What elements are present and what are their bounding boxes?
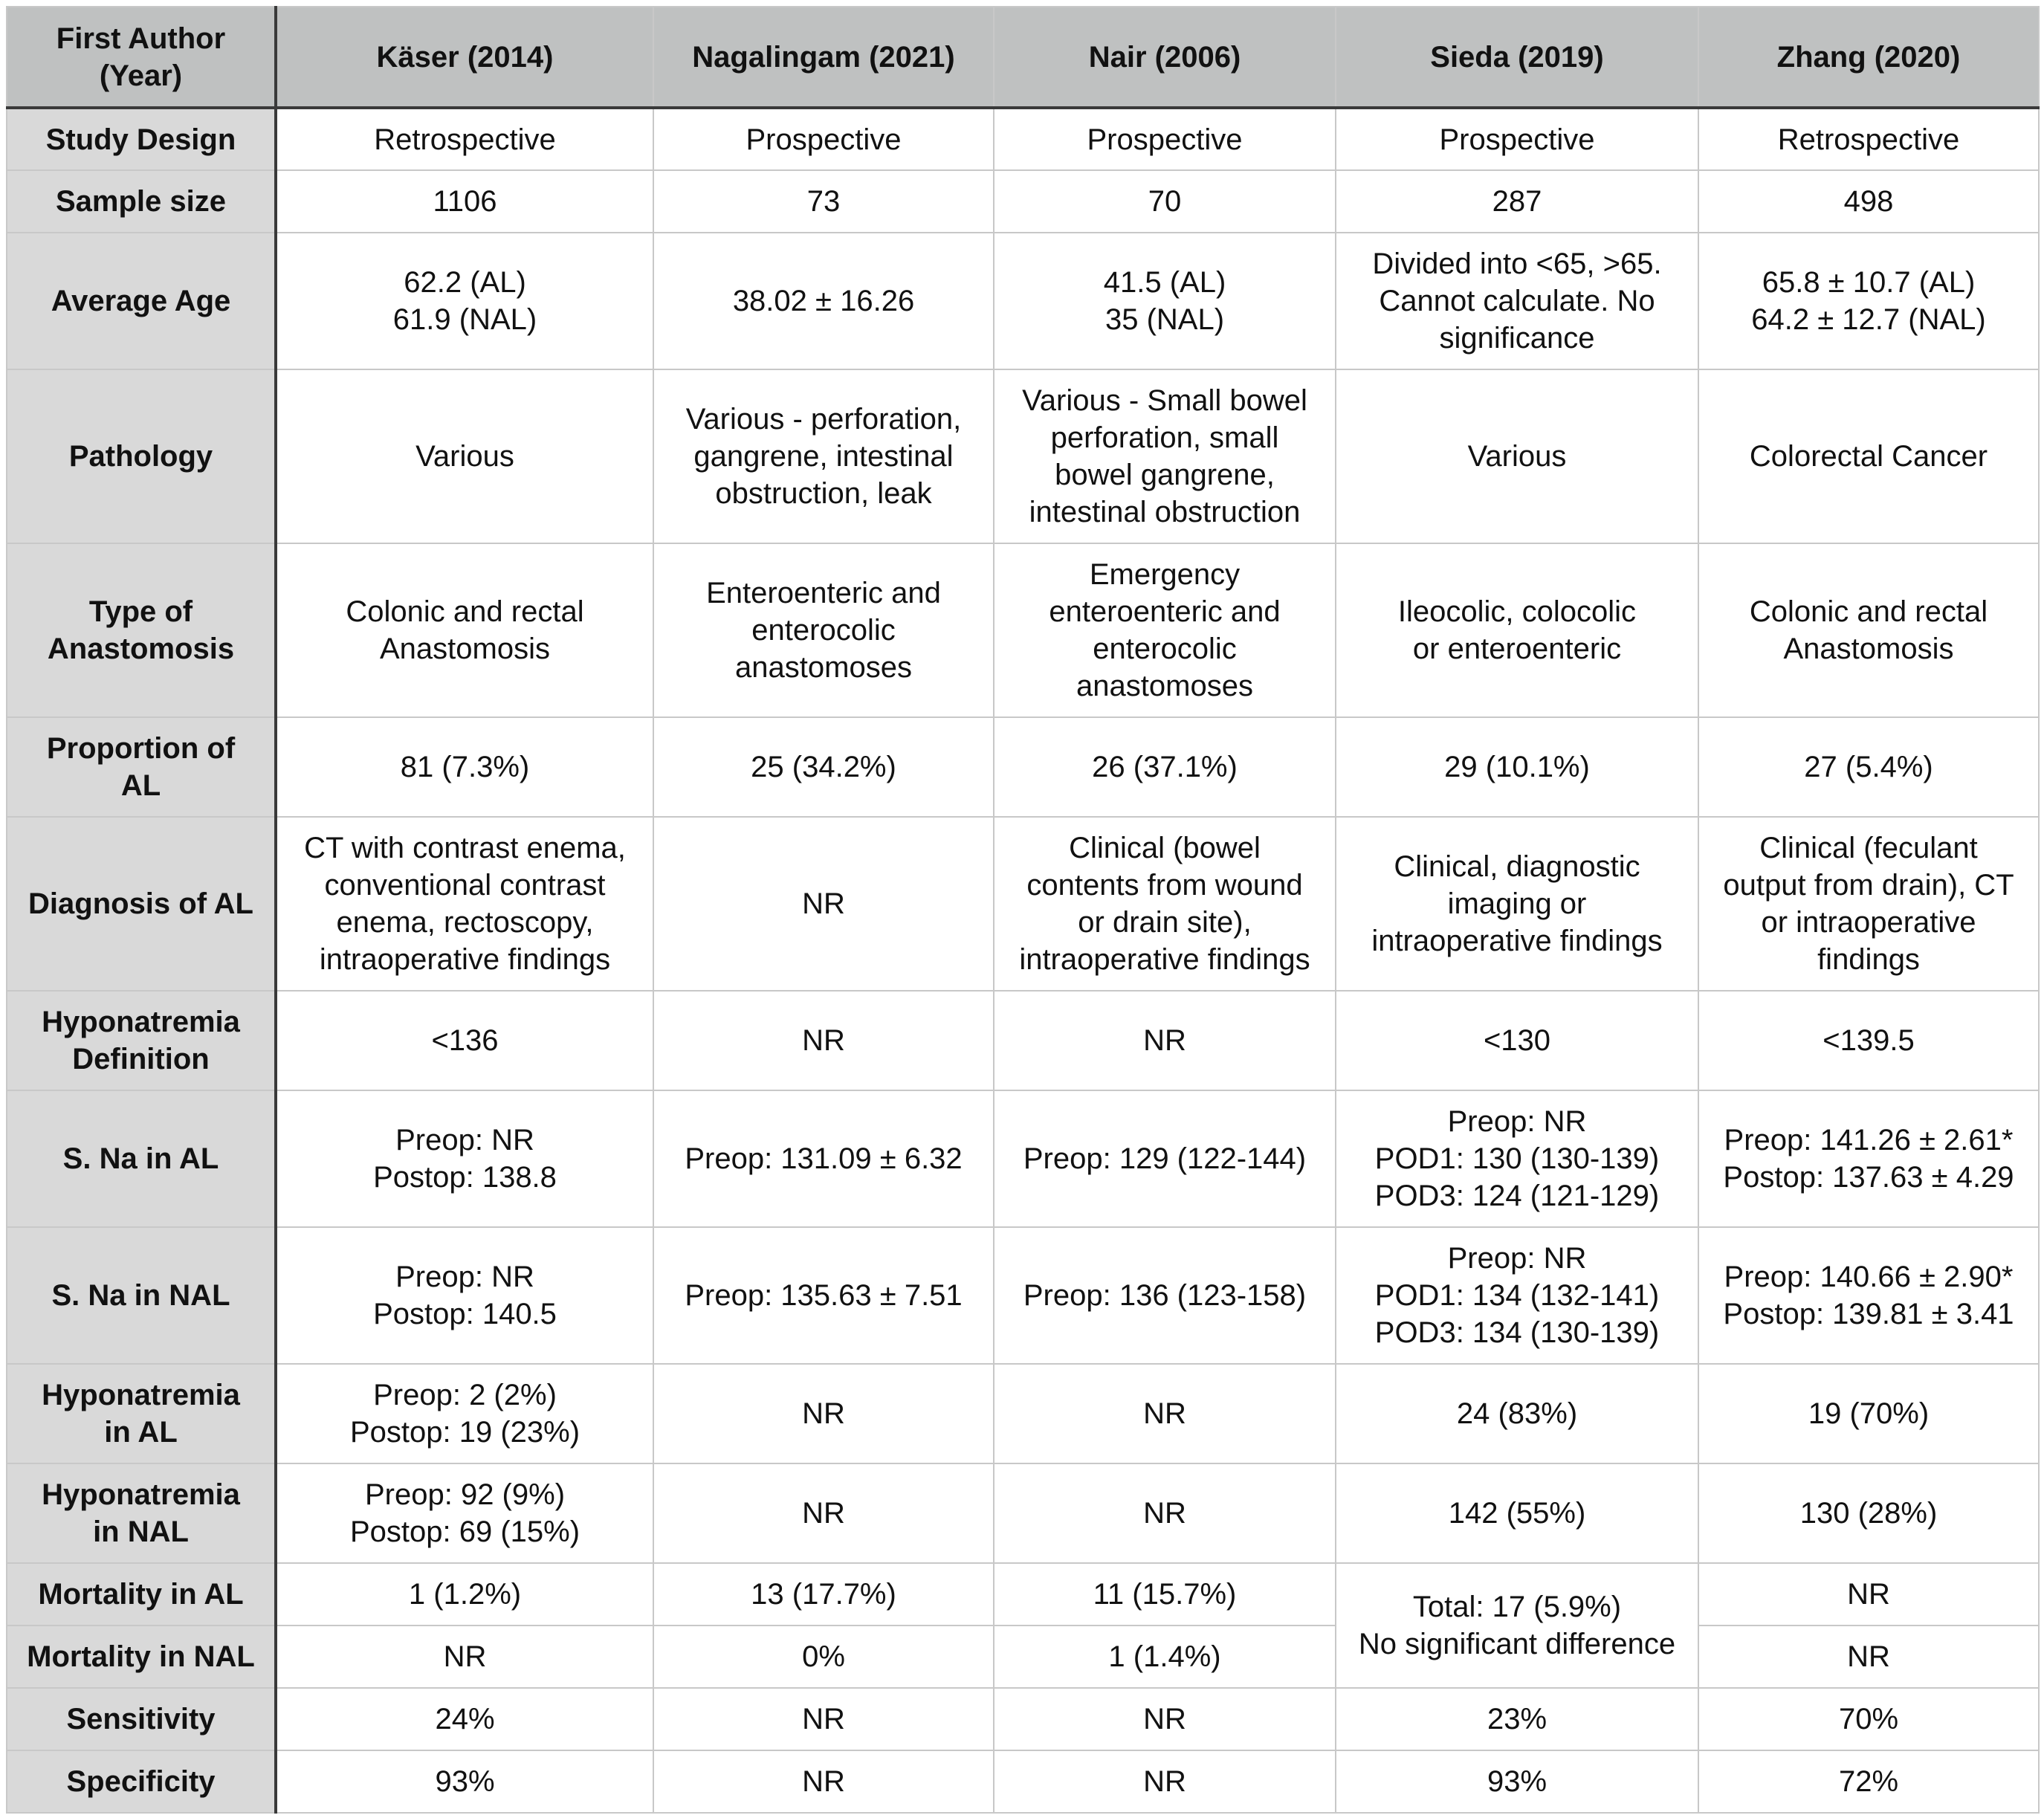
- table-cell: NR: [994, 1750, 1336, 1813]
- table-cell: NR: [653, 991, 994, 1090]
- table-cell: Enteroenteric and enterocolic anastomoses: [653, 543, 994, 717]
- table-cell: Preop: NR POD1: 130 (130-139) POD3: 124 (121-129): [1336, 1090, 1698, 1227]
- table-cell: Prospective: [1336, 108, 1698, 170]
- table-cell: Divided into <65, >65. Cannot calculate. No significance: [1336, 233, 1698, 369]
- table-row: [7, 717, 2039, 817]
- table-row: [7, 991, 2039, 1090]
- column-header: Zhang (2020): [1698, 7, 2039, 108]
- row-header: Type of Anastomosis: [7, 543, 276, 717]
- table-row: [7, 1463, 2039, 1563]
- table-cell: Prospective: [994, 108, 1336, 170]
- table-cell: NR: [653, 1364, 994, 1463]
- row-header: Sensitivity: [7, 1688, 276, 1750]
- table-cell: 24%: [276, 1688, 653, 1750]
- table-cell: 26 (37.1%): [994, 717, 1336, 817]
- table-cell: Prospective: [653, 108, 994, 170]
- table-cell: Preop: 92 (9%) Postop: 69 (15%): [276, 1463, 653, 1563]
- table-cell: CT with contrast enema, conventional contrast enema, rectoscopy, intraoperative findings: [276, 817, 653, 991]
- table-cell: NR: [653, 1750, 994, 1813]
- table-cell: Retrospective: [276, 108, 653, 170]
- table-row: [7, 1364, 2039, 1463]
- table-cell: Preop: 135.63 ± 7.51: [653, 1227, 994, 1364]
- row-header: Diagnosis of AL: [7, 817, 276, 991]
- row-header: S. Na in NAL: [7, 1227, 276, 1364]
- table-cell: NR: [1698, 1563, 2039, 1625]
- table-cell: 23%: [1336, 1688, 1698, 1750]
- table-cell: Preop: NR Postop: 140.5: [276, 1227, 653, 1364]
- table-cell: 25 (34.2%): [653, 717, 994, 817]
- table-cell: Retrospective: [1698, 108, 2039, 170]
- column-header: Käser (2014): [276, 7, 653, 108]
- row-header: Hyponatremia in AL: [7, 1364, 276, 1463]
- table-cell: Colorectal Cancer: [1698, 369, 2039, 543]
- table-container: [6, 6, 2040, 1814]
- row-header: Sample size: [7, 170, 276, 233]
- row-header: Mortality in NAL: [7, 1625, 276, 1688]
- table-cell: 62.2 (AL) 61.9 (NAL): [276, 233, 653, 369]
- table-cell: 27 (5.4%): [1698, 717, 2039, 817]
- table-cell: 70: [994, 170, 1336, 233]
- table-cell: 498: [1698, 170, 2039, 233]
- table-row: [7, 1227, 2039, 1364]
- table-cell: 81 (7.3%): [276, 717, 653, 817]
- table-cell: Preop: NR POD1: 134 (132-141) POD3: 134 (130-139): [1336, 1227, 1698, 1364]
- table-row: [7, 108, 2039, 170]
- table-row: [7, 369, 2039, 543]
- table-cell: NR: [994, 1688, 1336, 1750]
- table-row: [7, 543, 2039, 717]
- table-cell: NR: [276, 1625, 653, 1688]
- table-cell: Clinical, diagnostic imaging or intraoperative findings: [1336, 817, 1698, 991]
- table-row: [7, 233, 2039, 369]
- column-header: Nagalingam (2021): [653, 7, 994, 108]
- table-cell: 11 (15.7%): [994, 1563, 1336, 1625]
- table-row: [7, 817, 2039, 991]
- header-row: [7, 7, 2039, 108]
- row-header: Proportion of AL: [7, 717, 276, 817]
- table-cell: NR: [994, 1364, 1336, 1463]
- table-cell: NR: [653, 817, 994, 991]
- row-header: Pathology: [7, 369, 276, 543]
- table-cell: 93%: [276, 1750, 653, 1813]
- table-cell: NR: [653, 1688, 994, 1750]
- table-cell: 1106: [276, 170, 653, 233]
- table-cell: Various: [1336, 369, 1698, 543]
- table-cell: 38.02 ± 16.26: [653, 233, 994, 369]
- table-cell: NR: [1698, 1625, 2039, 1688]
- table-cell: 1 (1.4%): [994, 1625, 1336, 1688]
- table-cell: Various - perforation, gangrene, intestinal obstruction, leak: [653, 369, 994, 543]
- row-header: Hyponatremia in NAL: [7, 1463, 276, 1563]
- table-cell: <136: [276, 991, 653, 1090]
- corner-header: First Author (Year): [7, 7, 276, 108]
- table-row: [7, 1563, 2039, 1625]
- table-cell: Preop: NR Postop: 138.8: [276, 1090, 653, 1227]
- row-header: Study Design: [7, 108, 276, 170]
- table-cell: 29 (10.1%): [1336, 717, 1698, 817]
- table-cell: 0%: [653, 1625, 994, 1688]
- table-cell: NR: [994, 1463, 1336, 1563]
- table-cell: Preop: 141.26 ± 2.61* Postop: 137.63 ± 4.29: [1698, 1090, 2039, 1227]
- table-cell-merged: Total: 17 (5.9%) No significant difference: [1336, 1563, 1698, 1688]
- table-cell: 19 (70%): [1698, 1364, 2039, 1463]
- table-cell: NR: [653, 1463, 994, 1563]
- table-cell: Clinical (bowel contents from wound or drain site), intraoperative findings: [994, 817, 1336, 991]
- table-cell: Preop: 140.66 ± 2.90* Postop: 139.81 ± 3.41: [1698, 1227, 2039, 1364]
- row-header: Hyponatremia Definition: [7, 991, 276, 1090]
- table-row: [7, 170, 2039, 233]
- table-cell: 73: [653, 170, 994, 233]
- table-cell: Clinical (feculant output from drain), CT or intraoperative findings: [1698, 817, 2039, 991]
- table-row: [7, 1750, 2039, 1813]
- table-row: [7, 1625, 2039, 1688]
- table-cell: Emergency enteroenteric and enterocolic anastomoses: [994, 543, 1336, 717]
- table-cell: 65.8 ± 10.7 (AL) 64.2 ± 12.7 (NAL): [1698, 233, 2039, 369]
- table-cell: 24 (83%): [1336, 1364, 1698, 1463]
- row-header: Mortality in AL: [7, 1563, 276, 1625]
- table-cell: 93%: [1336, 1750, 1698, 1813]
- table-cell: Colonic and rectal Anastomosis: [1698, 543, 2039, 717]
- table-cell: 287: [1336, 170, 1698, 233]
- table-row: [7, 1090, 2039, 1227]
- table-cell: Preop: 2 (2%) Postop: 19 (23%): [276, 1364, 653, 1463]
- column-header: Nair (2006): [994, 7, 1336, 108]
- table-cell: 142 (55%): [1336, 1463, 1698, 1563]
- table-cell: Preop: 131.09 ± 6.32: [653, 1090, 994, 1227]
- table-cell: 41.5 (AL) 35 (NAL): [994, 233, 1336, 369]
- table-cell: 130 (28%): [1698, 1463, 2039, 1563]
- table-row: [7, 1688, 2039, 1750]
- table-cell: Preop: 136 (123-158): [994, 1227, 1336, 1364]
- comparison-table: [6, 6, 2040, 1814]
- table-cell: Various - Small bowel perforation, small bowel gangrene, intestinal obstruction: [994, 369, 1336, 543]
- table-cell: 70%: [1698, 1688, 2039, 1750]
- row-header: Specificity: [7, 1750, 276, 1813]
- table-cell: 1 (1.2%): [276, 1563, 653, 1625]
- table-cell: NR: [994, 991, 1336, 1090]
- row-header: Average Age: [7, 233, 276, 369]
- table-cell: 72%: [1698, 1750, 2039, 1813]
- table-cell: <139.5: [1698, 991, 2039, 1090]
- column-header: Sieda (2019): [1336, 7, 1698, 108]
- table-cell: <130: [1336, 991, 1698, 1090]
- row-header: S. Na in AL: [7, 1090, 276, 1227]
- table-cell: 13 (17.7%): [653, 1563, 994, 1625]
- table-cell: Preop: 129 (122-144): [994, 1090, 1336, 1227]
- table-cell: Colonic and rectal Anastomosis: [276, 543, 653, 717]
- table-cell: Ileocolic, colocolic or enteroenteric: [1336, 543, 1698, 717]
- table-cell: Various: [276, 369, 653, 543]
